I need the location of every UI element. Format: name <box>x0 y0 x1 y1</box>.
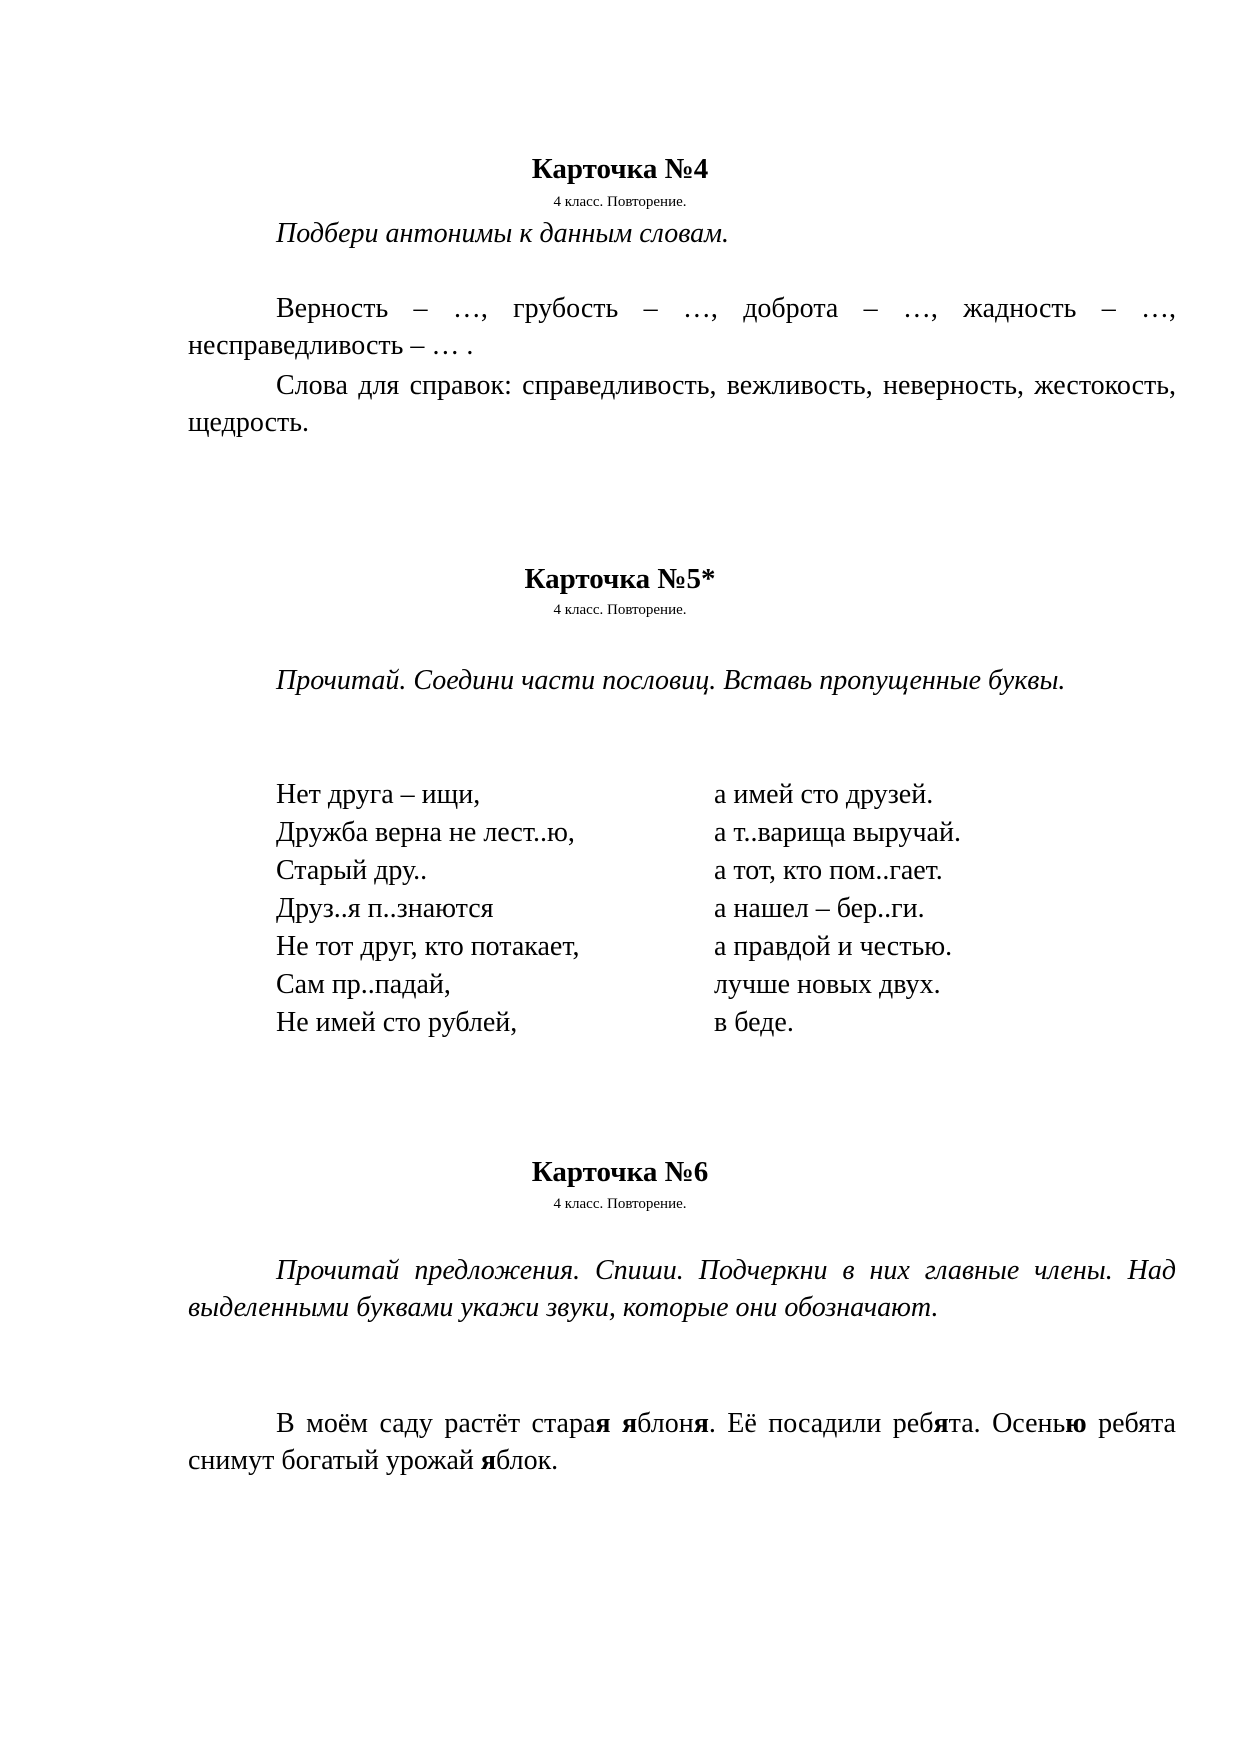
highlighted-letter: ю <box>1065 1408 1087 1439</box>
card4-words: Верность – …, грубость – …, доброта – …, жадность – …, несправедливость – … . <box>188 293 1176 361</box>
proverb-row <box>276 890 961 928</box>
text-segment: В моём саду растёт стара <box>276 1408 596 1439</box>
proverb-right-part: лучше новых двух. <box>714 969 941 1000</box>
highlighted-letter: я <box>933 1408 949 1439</box>
card5-task: Прочитай. Соедини части пословиц. Вставь пропущенные буквы. <box>276 665 1066 696</box>
proverb-row <box>276 776 961 814</box>
text-segment: ребята снимут богатый урожай <box>188 1408 1176 1476</box>
text-segment: блок. <box>496 1445 559 1476</box>
card6-text <box>188 1405 1176 1479</box>
text-segment: блон <box>637 1408 694 1439</box>
highlighted-letter: я <box>595 1408 611 1439</box>
proverb-right-part: а нашел – бер..ги. <box>714 893 925 924</box>
card5-subtitle: 4 класс. Повторение. <box>553 602 687 618</box>
proverb-left-part: Не имей сто рублей, <box>276 1007 518 1038</box>
proverb-left-part: Друз..я п..знаются <box>276 893 494 924</box>
proverb-row <box>276 814 961 852</box>
card6-title: Карточка №6 <box>531 1156 709 1188</box>
proverb-left-part: Дружба верна не лест..ю, <box>276 817 575 848</box>
proverb-row <box>276 852 961 890</box>
proverb-table <box>276 776 961 1042</box>
card4-task: Подбери антонимы к данным словам. <box>276 218 730 249</box>
proverb-row <box>276 1004 961 1042</box>
card5-title: Карточка №5* <box>524 563 716 595</box>
highlighted-letter: я <box>622 1408 638 1439</box>
card6-task: Прочитай предложения. Спиши. Подчеркни в них главные члены. Над выделенными буквами укажи звуки, которые они обозначают. <box>188 1255 1176 1323</box>
proverb-right-part: в беде. <box>714 1007 794 1038</box>
proverb-left-part: Сам пр..падай, <box>276 969 451 1000</box>
proverb-left-part: Старый дру.. <box>276 855 428 886</box>
text-segment: . Её посадили реб <box>708 1408 934 1439</box>
proverb-right-part: а тот, кто пом..гает. <box>714 855 943 886</box>
card4-subtitle: 4 класс. Повторение. <box>553 194 687 210</box>
proverb-right-part: а имей сто друзей. <box>714 779 934 810</box>
card4-hint: Слова для справок: справедливость, вежливость, неверность, жестокость, щедрость. <box>188 370 1176 438</box>
text-segment <box>611 1408 622 1439</box>
proverb-row <box>276 966 961 1004</box>
card4-title: Карточка №4 <box>531 153 709 185</box>
proverb-right-part: а т..варища выручай. <box>714 817 961 848</box>
text-segment: та. Осень <box>948 1408 1066 1439</box>
highlighted-letter: я <box>693 1408 709 1439</box>
highlighted-letter: я <box>480 1445 497 1476</box>
proverb-left-part: Нет друга – ищи, <box>276 779 481 810</box>
card6-subtitle: 4 класс. Повторение. <box>553 1196 687 1212</box>
proverb-left-part: Не тот друг, кто потакает, <box>276 931 580 962</box>
proverb-right-part: а правдой и честью. <box>714 931 953 962</box>
proverb-row <box>276 928 961 966</box>
